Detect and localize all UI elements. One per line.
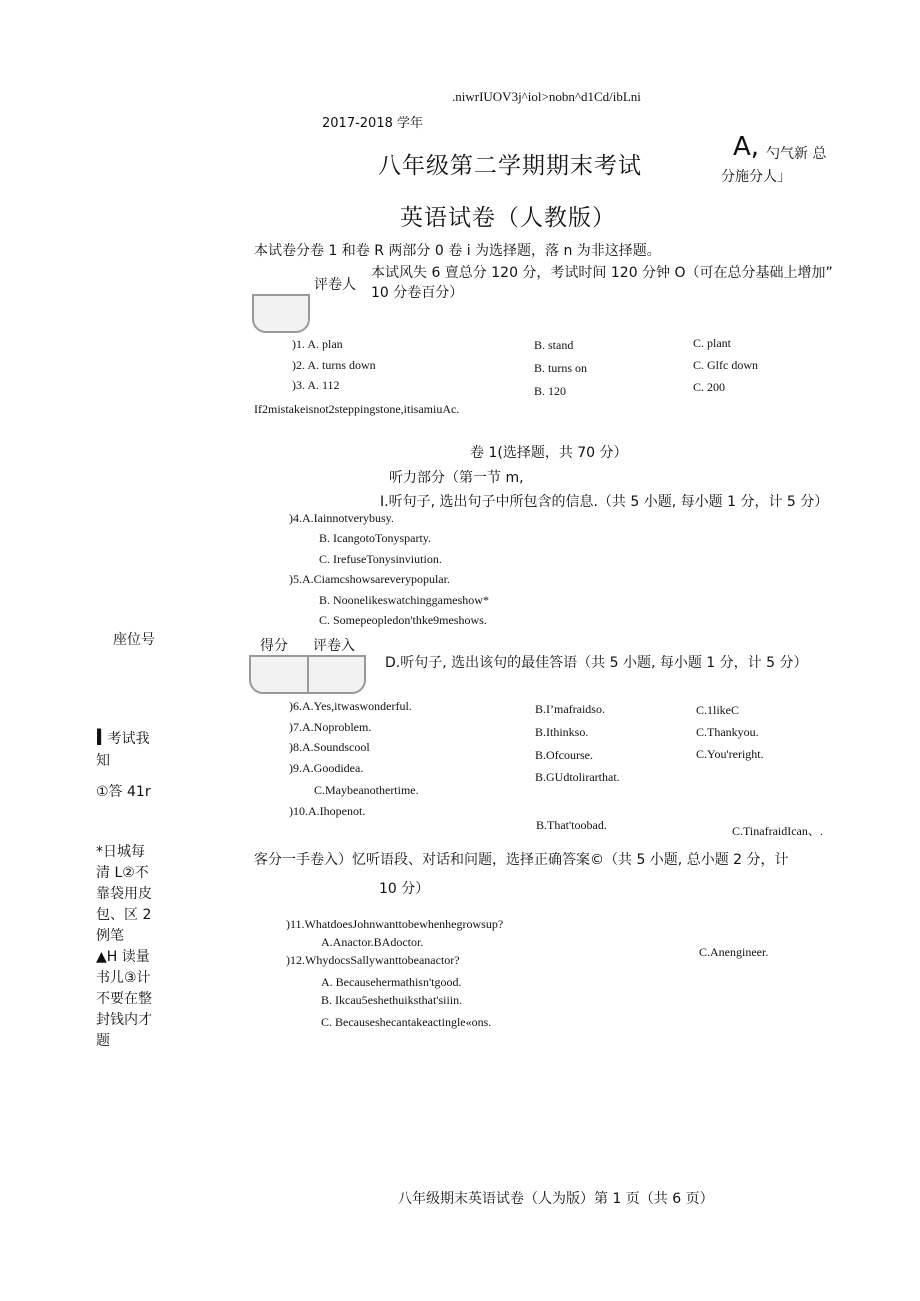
notice-line: 包、区 2 bbox=[96, 907, 152, 923]
notice-line: 例笔 bbox=[96, 928, 124, 944]
notice-line: 书儿③计 bbox=[96, 970, 151, 986]
question-10-c: C.TinafraidIcan、. bbox=[732, 824, 823, 838]
notice-line: 不要在整 bbox=[96, 991, 152, 1007]
notice-item-1: ①答 41r bbox=[96, 784, 151, 800]
corner-line-1: 勺气新 总 bbox=[766, 146, 827, 162]
question-4-a: )4.A.Iainnotverybusy. bbox=[289, 511, 394, 525]
question-1-c: C. plant bbox=[693, 336, 731, 350]
question-8-a: )8.A.Soundscool bbox=[289, 740, 370, 754]
intro-grader-label: 评卷人 bbox=[314, 277, 356, 293]
question-2-a: )2. A. turns down bbox=[292, 358, 376, 372]
notice-body bbox=[96, 842, 152, 1052]
question-10-a: )10.A.Ihopenot. bbox=[289, 804, 366, 818]
grader-label: 评卷入 bbox=[313, 638, 355, 654]
intro-line-2: 本试风失 6 亶总分 120 分，考试时间 120 分钟 O（可在总分基础上增加” bbox=[371, 265, 833, 281]
grader-box-top bbox=[252, 294, 310, 333]
question-7-c: C.Thankyou. bbox=[696, 725, 759, 739]
seat-number-label: 座位号 bbox=[113, 632, 155, 648]
question-4-b: B. IcangotoTonysparty. bbox=[319, 531, 432, 545]
question-5-b: B. Noonelikeswatchinggameshow* bbox=[319, 593, 489, 607]
question-9-b: B.GUdtolirarthat. bbox=[535, 770, 620, 784]
question-3-a: )3. A. 112 bbox=[292, 378, 340, 392]
question-6-c: C.1likeC bbox=[696, 703, 740, 717]
question-9-c: C.Maybeanothertime. bbox=[314, 783, 419, 797]
corner-line-2: 分施分人」 bbox=[721, 169, 791, 185]
academic-year: 2017-2018 学年 bbox=[322, 116, 423, 131]
question-3-c: C. 200 bbox=[693, 380, 726, 394]
notice-line: 封钱内才 bbox=[96, 1012, 152, 1028]
question-12-c: C. Becauseshecantakeactingle«ons. bbox=[321, 1015, 492, 1029]
intro-line-1: 本试卷分卷 1 和卷 R 两部分 0 卷 i 为选择题，落 n 为非这择题。 bbox=[254, 243, 661, 259]
notice-line: 清 L②不 bbox=[96, 865, 149, 881]
listening-heading: 听力部分（第一节 m, bbox=[389, 470, 524, 486]
question-1-b: B. stand bbox=[534, 338, 574, 352]
section-3-heading: 客分一手卷入）忆听语段、对话和问题，选择正确答案©（共 5 小题, 总小题 2 分，计 bbox=[254, 852, 789, 868]
question-10-b: B.That'toobad. bbox=[536, 818, 607, 832]
section-3-heading-2: 10 分） bbox=[379, 881, 430, 897]
corner-mark: A, bbox=[733, 132, 760, 162]
score-grader-box bbox=[249, 655, 366, 694]
score-label: 得分 bbox=[260, 638, 288, 654]
question-11-ab: A.Anactor.BAdoctor. bbox=[321, 935, 424, 949]
question-4-c: C. IrefuseTonysinviution. bbox=[319, 552, 442, 566]
exam-title: 八年级第二学期期末考试 bbox=[378, 153, 642, 179]
question-12-a: A. Becausehermathisn'tgood. bbox=[321, 975, 462, 989]
question-8-c: C.You'reright. bbox=[696, 747, 764, 761]
notice-title-2: 知 bbox=[96, 753, 110, 769]
notice-line: *日城每 bbox=[96, 844, 145, 860]
question-12-b: B. Ikcau5eshethuiksthat'siiin. bbox=[321, 993, 463, 1007]
question-2-b: B. turns on bbox=[534, 361, 588, 375]
question-5-c: C. Somepeopledon'thke9meshows. bbox=[319, 613, 487, 627]
intro-line-3: 10 分卷百分） bbox=[371, 285, 464, 301]
header-noise-text: .niwrIUOV3j^iol>nobn^d1Cd/ibLni bbox=[452, 89, 641, 104]
question-8-b: B.Ofcourse. bbox=[535, 748, 593, 762]
notice-title: I 考试我 bbox=[95, 726, 150, 751]
page-footer: 八年级期末英语试卷（人为版）第 1 页（共 6 页） bbox=[398, 1191, 714, 1207]
question-5-a: )5.A.Ciamcshowsareverypopular. bbox=[289, 572, 450, 586]
section-1-heading: I.听句子, 选出句子中所包含的信息.（共 5 小题, 每小题 1 分，计 5 分） bbox=[380, 494, 829, 510]
volume-1-heading: 卷 1(选择题，共 70 分） bbox=[470, 445, 628, 461]
proverb-text: If2mistakeisnot2steppingstone,itisamiuAc. bbox=[254, 402, 460, 416]
question-6-a: )6.A.Yes,itwaswonderful. bbox=[289, 699, 412, 713]
question-11: )11.WhatdoesJohnwanttobewhenhegrowsup? bbox=[286, 917, 504, 931]
question-12: )12.WhydocsSallywanttobeanactor? bbox=[286, 953, 460, 967]
question-3-b: B. 120 bbox=[534, 384, 567, 398]
notice-line: 靠袋用皮 bbox=[96, 886, 152, 902]
notice-line: 题 bbox=[96, 1033, 110, 1049]
question-1-a: )1. A. plan bbox=[292, 337, 343, 351]
question-9-a: )9.A.Goodidea. bbox=[289, 761, 364, 775]
question-7-a: )7.A.Noproblem. bbox=[289, 720, 372, 734]
question-11-c: C.Anengineer. bbox=[699, 945, 769, 959]
section-2-heading: D.听句子, 选出该句的最佳答语（共 5 小题, 每小题 1 分，计 5 分） bbox=[385, 655, 808, 671]
question-7-b: B.Ithinkso. bbox=[535, 725, 589, 739]
subject-title: 英语试卷（人教版） bbox=[400, 205, 616, 231]
question-6-b: B.I’mafraidso. bbox=[535, 702, 605, 716]
question-2-c: C. Glfc down bbox=[693, 358, 758, 372]
notice-line: ▲H 读量 bbox=[96, 949, 150, 965]
notice-title-text: 考试我 bbox=[107, 731, 150, 747]
